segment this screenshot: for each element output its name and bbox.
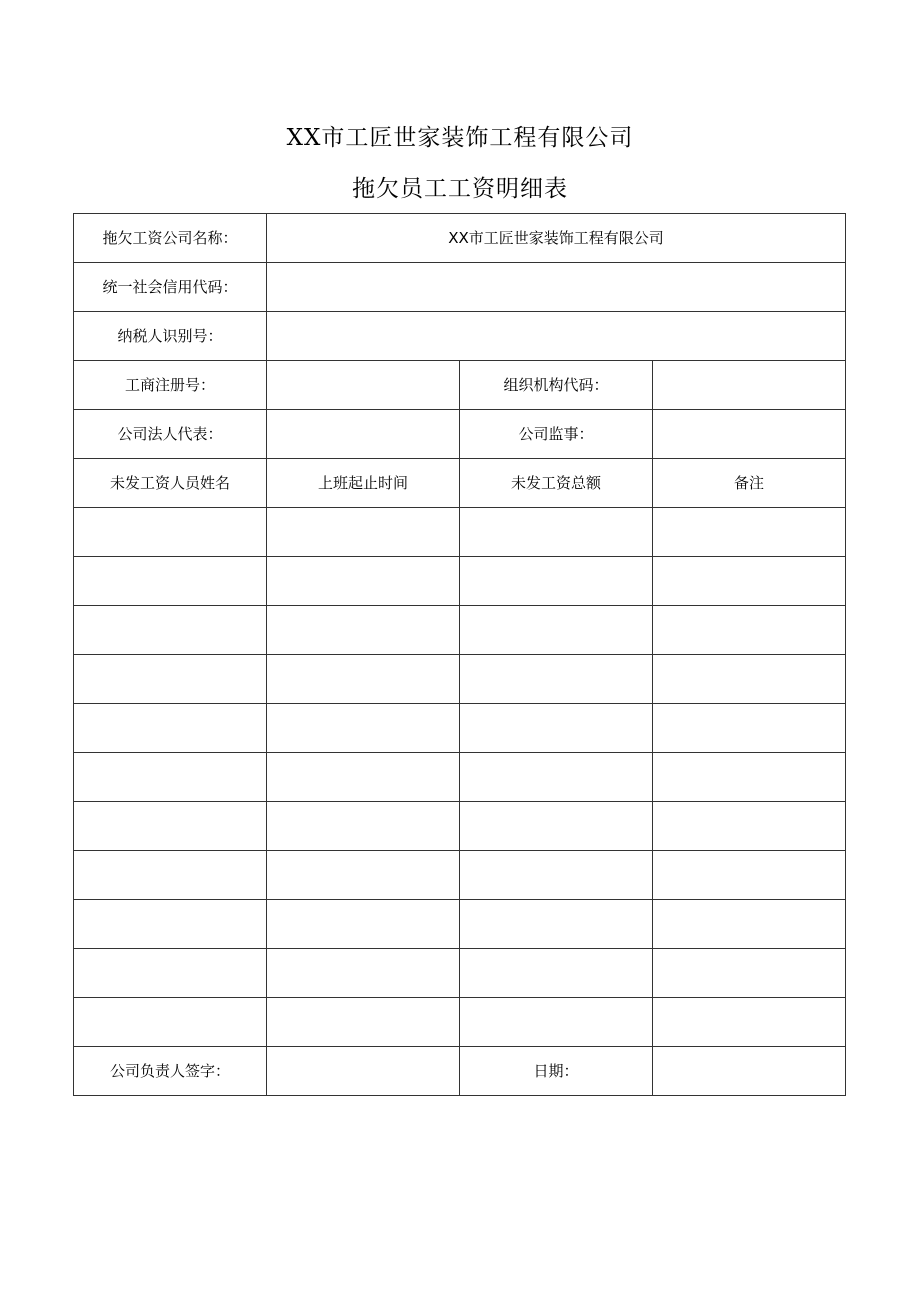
unpaid-amount-cell[interactable] — [460, 704, 653, 753]
table-row — [74, 998, 846, 1047]
employee-name-cell[interactable] — [74, 851, 267, 900]
employee-name-cell[interactable] — [74, 998, 267, 1047]
legal-rep-value[interactable] — [267, 410, 460, 459]
remarks-cell[interactable] — [653, 802, 846, 851]
work-period-cell[interactable] — [267, 900, 460, 949]
table-row — [74, 508, 846, 557]
unpaid-amount-cell[interactable] — [460, 655, 653, 704]
org-code-value[interactable] — [653, 361, 846, 410]
unpaid-amount-cell[interactable] — [460, 508, 653, 557]
employee-name-cell[interactable] — [74, 900, 267, 949]
column-header-row — [74, 459, 846, 508]
remarks-cell[interactable] — [653, 753, 846, 802]
table-row — [74, 704, 846, 753]
registration-row — [74, 361, 846, 410]
remarks-cell[interactable] — [653, 606, 846, 655]
work-period-cell[interactable] — [267, 557, 460, 606]
table-row — [74, 949, 846, 998]
remarks-cell[interactable] — [653, 557, 846, 606]
table-row — [74, 753, 846, 802]
remarks-cell[interactable] — [653, 508, 846, 557]
business-reg-value[interactable] — [267, 361, 460, 410]
credit-code-value[interactable] — [267, 263, 846, 312]
work-period-cell[interactable] — [267, 851, 460, 900]
document-title: XX市工匠世家装饰工程有限公司 — [286, 125, 634, 151]
column-header-name: 未发工资人员姓名 — [74, 459, 267, 508]
org-code-label: 组织机构代码： — [460, 361, 653, 410]
taxpayer-id-row — [74, 312, 846, 361]
work-period-cell[interactable] — [267, 998, 460, 1047]
employee-name-cell[interactable] — [74, 949, 267, 998]
column-header-period: 上班起止时间 — [267, 459, 460, 508]
table-row — [74, 655, 846, 704]
unpaid-amount-cell[interactable] — [460, 998, 653, 1047]
table-row — [74, 606, 846, 655]
arrears-detail-table — [73, 213, 846, 1096]
supervisor-label: 公司监事： — [460, 410, 653, 459]
credit-code-label: 统一社会信用代码： — [74, 263, 267, 312]
work-period-cell[interactable] — [267, 655, 460, 704]
date-label: 日期： — [460, 1047, 653, 1096]
table-row — [74, 557, 846, 606]
remarks-cell[interactable] — [653, 949, 846, 998]
remarks-cell[interactable] — [653, 704, 846, 753]
work-period-cell[interactable] — [267, 949, 460, 998]
unpaid-amount-cell[interactable] — [460, 900, 653, 949]
work-period-cell[interactable] — [267, 802, 460, 851]
remarks-cell[interactable] — [653, 655, 846, 704]
employee-name-cell[interactable] — [74, 704, 267, 753]
supervisor-value[interactable] — [653, 410, 846, 459]
work-period-cell[interactable] — [267, 753, 460, 802]
employee-name-cell[interactable] — [74, 802, 267, 851]
document-subtitle: 拖欠员工工资明细表 — [352, 176, 568, 202]
table-row — [74, 802, 846, 851]
business-reg-label: 工商注册号： — [74, 361, 267, 410]
unpaid-amount-cell[interactable] — [460, 851, 653, 900]
taxpayer-id-value[interactable] — [267, 312, 846, 361]
employee-name-cell[interactable] — [74, 508, 267, 557]
remarks-cell[interactable] — [653, 900, 846, 949]
employee-name-cell[interactable] — [74, 606, 267, 655]
work-period-cell[interactable] — [267, 508, 460, 557]
company-name-value[interactable]: XX市工匠世家装饰工程有限公司 — [267, 214, 846, 263]
unpaid-amount-cell[interactable] — [460, 802, 653, 851]
column-header-remarks: 备注 — [653, 459, 846, 508]
employee-name-cell[interactable] — [74, 655, 267, 704]
representative-row — [74, 410, 846, 459]
unpaid-amount-cell[interactable] — [460, 606, 653, 655]
unpaid-amount-cell[interactable] — [460, 557, 653, 606]
table-row — [74, 900, 846, 949]
unpaid-amount-cell[interactable] — [460, 753, 653, 802]
column-header-amount: 未发工资总额 — [460, 459, 653, 508]
table-row — [74, 851, 846, 900]
employee-name-cell[interactable] — [74, 753, 267, 802]
footer-row — [74, 1047, 846, 1096]
credit-code-row — [74, 263, 846, 312]
employee-name-cell[interactable] — [74, 557, 267, 606]
remarks-cell[interactable] — [653, 998, 846, 1047]
work-period-cell[interactable] — [267, 606, 460, 655]
legal-rep-label: 公司法人代表： — [74, 410, 267, 459]
unpaid-amount-cell[interactable] — [460, 949, 653, 998]
signature-value[interactable] — [267, 1047, 460, 1096]
taxpayer-id-label: 纳税人识别号： — [74, 312, 267, 361]
company-name-row — [74, 214, 846, 263]
signature-label: 公司负责人签字： — [74, 1047, 267, 1096]
date-value[interactable] — [653, 1047, 846, 1096]
remarks-cell[interactable] — [653, 851, 846, 900]
work-period-cell[interactable] — [267, 704, 460, 753]
company-name-label: 拖欠工资公司名称： — [74, 214, 267, 263]
